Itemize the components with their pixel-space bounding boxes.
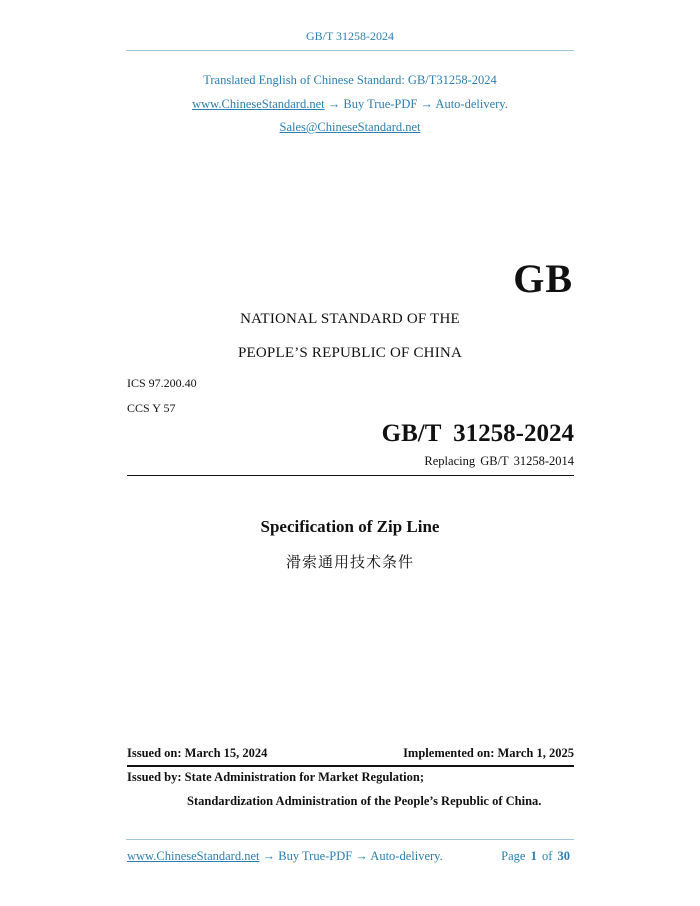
total-pages: 30 [557,849,570,863]
document-title-chinese: 滑索通用技术条件 [285,553,414,571]
national-standard-line2: PEOPLE’S REPUBLIC OF CHINA [238,345,462,361]
title-rule [127,475,574,476]
site-link[interactable]: www.ChineseStandard.net [192,97,325,111]
implemented-date: Implemented on: March 1, 2025 [403,746,574,760]
ics-code: ICS 97.200.40 [127,376,197,390]
email-link[interactable]: Sales@ChineseStandard.net [279,120,421,134]
footer-rule [126,839,574,840]
footer-site-link[interactable]: www.ChineseStandard.net [127,849,260,863]
standard-number: GB/T 31258-2024 [381,420,574,447]
page-indicator [501,849,570,864]
footer-promo [127,849,443,864]
running-header: GB/T 31258-2024 [305,29,395,43]
page-word: Page [501,849,526,863]
issued-date: Issued on: March 15, 2024 [127,746,268,760]
promo-purchase-text: → Buy True-PDF → Auto-delivery. [324,97,508,111]
ccs-code: CCS Y 57 [127,401,176,415]
promo-purchase-line [0,97,700,112]
issuer-line2: Standardization Administration of the People’s Republic of China. [187,794,542,808]
of-word: of [541,849,553,863]
national-standard-line1: NATIONAL STANDARD OF THE [240,311,460,327]
page-number: 1 [530,849,537,863]
document-title: Specification of Zip Line [260,517,440,536]
promo-translation-line: Translated English of Chinese Standard: GB/T31258-2024 [203,73,497,87]
issuer-line1: Issued by: State Administration for Market Regulation; [127,770,424,784]
gb-logo: GB [513,256,573,301]
promo-email-line [0,120,700,135]
replacing-note: Replacing GB/T 31258-2014 [424,454,574,468]
header-rule [126,50,574,51]
footer-promo-text: → Buy True-PDF → Auto-delivery. [259,849,443,863]
issue-rule [127,765,574,767]
